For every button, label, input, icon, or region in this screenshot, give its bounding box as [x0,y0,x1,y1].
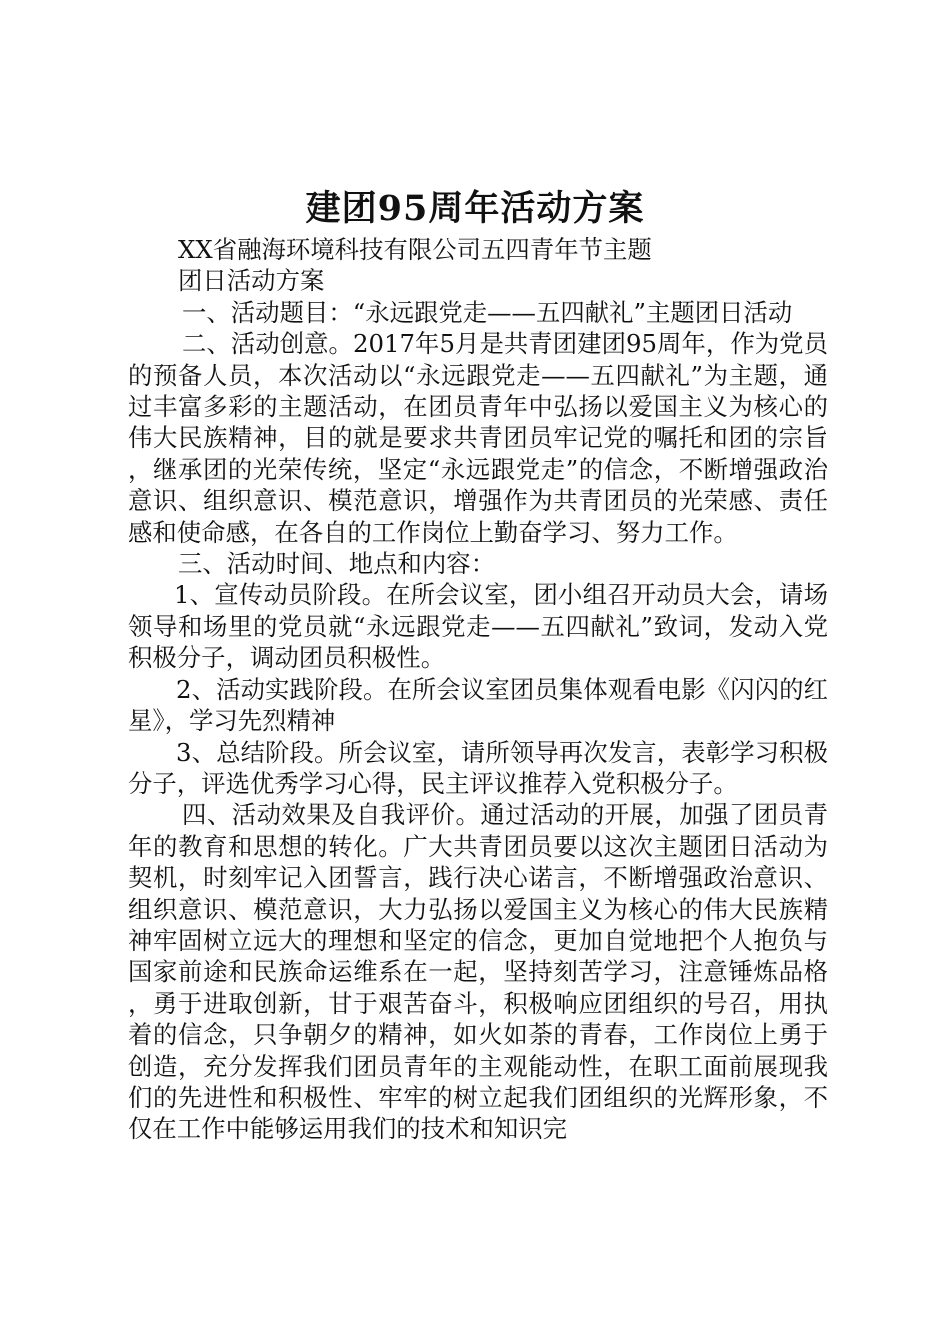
document-title: 建团95周年活动方案 [305,188,645,229]
paragraph-time-place-content: 三、活动时间、地点和内容： [178,549,496,579]
paragraph-stage-practice: 2、活动实践阶段。在所会议室团员集体观看电影《闪闪的红星》，学习先烈精神 [128,674,828,736]
paragraph-activity-topic: 一、活动题目：“永远跟党走——五四献礼”主题团日活动 [182,297,793,327]
paragraph-stage-summary: 3、总结阶段。所会议室，请所领导再次发言，表彰学习积极分子，评选优秀学习心得，民主评议推荐入党积极分子。 [128,737,828,798]
paragraph-activity-idea: 二、活动创意。2017年5月是共青团建团95周年，作为党员的预备人员，本次活动以“永远跟党走——五四献礼”为主题，通过丰富多彩的主题活动，在团员青年中弘扬以爱国主义为核心的伟大民族精神，目的就是要求共青团员牢记党的嘱托和团的宗旨，继承团的光荣传统，坚定“永远跟党走”的信念，不断增强政治意识、组织意识、模范意识，增强作为共青团员的光荣感、责任感和使命感，在各自的工作岗位上勤奋学习、努力工作。 [128,329,828,547]
paragraph-plan-subtitle: 团日活动方案 [178,266,325,296]
paragraph-company-line: XX省融海环境科技有限公司五四青年节主题 [178,235,652,264]
paragraph-stage-mobilization: 1、宣传动员阶段。在所会议室，团小组召开动员大会，请场领导和场里的党员就“永远跟党走——五四献礼”致词，发动入党积极分子，调动团员积极性。 [128,580,828,673]
document-body [128,234,828,1145]
paragraph-effect-evaluation: 四、活动效果及自我评价。通过活动的开展，加强了团员青年的教育和思想的转化。广大共青团员要以这次主题团日活动为契机，时刻牢记入团誓言，践行决心诺言，不断增强政治意识、组织意识、模范意识，大力弘扬以爱国主义为核心的伟大民族精神牢固树立远大的理想和坚定的信念，更加自觉地把个人抱负与国家前途和民族命运维系在一起，坚持刻苦学习，注意锤炼品格，勇于进取创新，甘于艰苦奋斗，积极响应团组织的号召，用执着的信念，只争朝夕的精神，如火如荼的青春，工作岗位上勇于创造，充分发挥我们团员青年的主观能动性，在职工面前展现我们的先进性和积极性、牢牢的树立起我们团组织的光辉形象，不仅在工作中能够运用我们的技术和知识完 [128,800,828,1144]
